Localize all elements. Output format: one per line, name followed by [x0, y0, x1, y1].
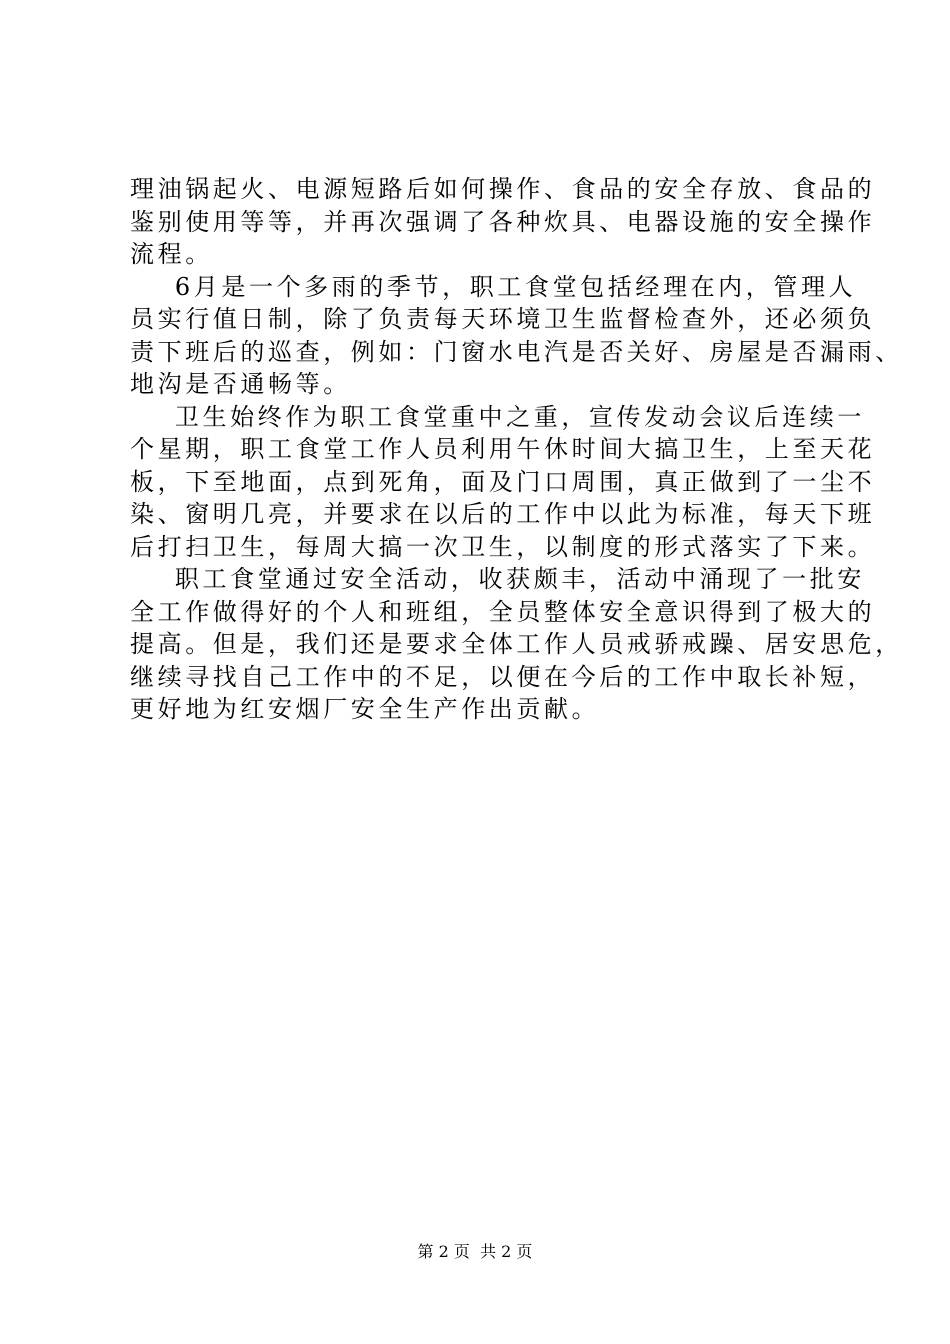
text-line: 鉴别使用等等，并再次强调了各种炊具、电器设施的安全操作 — [130, 207, 876, 236]
document-body — [130, 173, 903, 726]
text-line: 员实行值日制，除了负责每天环境卫生监督检查外，还必须负 — [130, 305, 876, 333]
page-footer — [0, 1242, 950, 1262]
text-line: 卫生始终作为职工食堂重中之重，宣传发动会议后连续一 — [130, 402, 865, 431]
text-line: 责下班后的巡查，例如：门窗水电汽是否关好、房屋是否漏雨、 — [130, 337, 903, 366]
text-line: 继续寻找自己工作中的不足，以便在今后的工作中取长补短， — [130, 662, 876, 691]
text-line: 个星期，职工食堂工作人员利用午休时间大搞卫生，上至天花 — [130, 435, 876, 463]
text-line: 流程。 — [130, 240, 213, 268]
text-line: 理油锅起火、电源短路后如何操作、食品的安全存放、食品的 — [130, 175, 876, 203]
text-line: 提高。但是，我们还是要求全体工作人员戒骄戒躁、居安思危， — [130, 630, 903, 658]
text-line: 后打扫卫生，每周大搞一次卫生，以制度的形式落实了下来。 — [130, 532, 876, 561]
text-line: 全工作做得好的个人和班组，全员整体安全意识得到了极大的 — [130, 597, 876, 626]
text-line: 板，下至地面，点到死角，面及门口周围，真正做到了一尘不 — [130, 467, 876, 496]
text-line: 地沟是否通畅等。 — [130, 370, 351, 398]
page-number-label: 第 2 页 共 2 页 — [417, 1242, 533, 1261]
text-line: 染、窗明几亮，并要求在以后的工作中以此为标准，每天下班 — [130, 500, 876, 528]
text-line: 6月是一个多雨的季节，职工食堂包括经理在内，管理人 — [130, 272, 857, 301]
text-line: 职工食堂通过安全活动，收获颇丰，活动中涌现了一批安 — [130, 565, 865, 593]
text-line: 更好地为红安烟厂安全生产作出贡献。 — [130, 695, 600, 723]
